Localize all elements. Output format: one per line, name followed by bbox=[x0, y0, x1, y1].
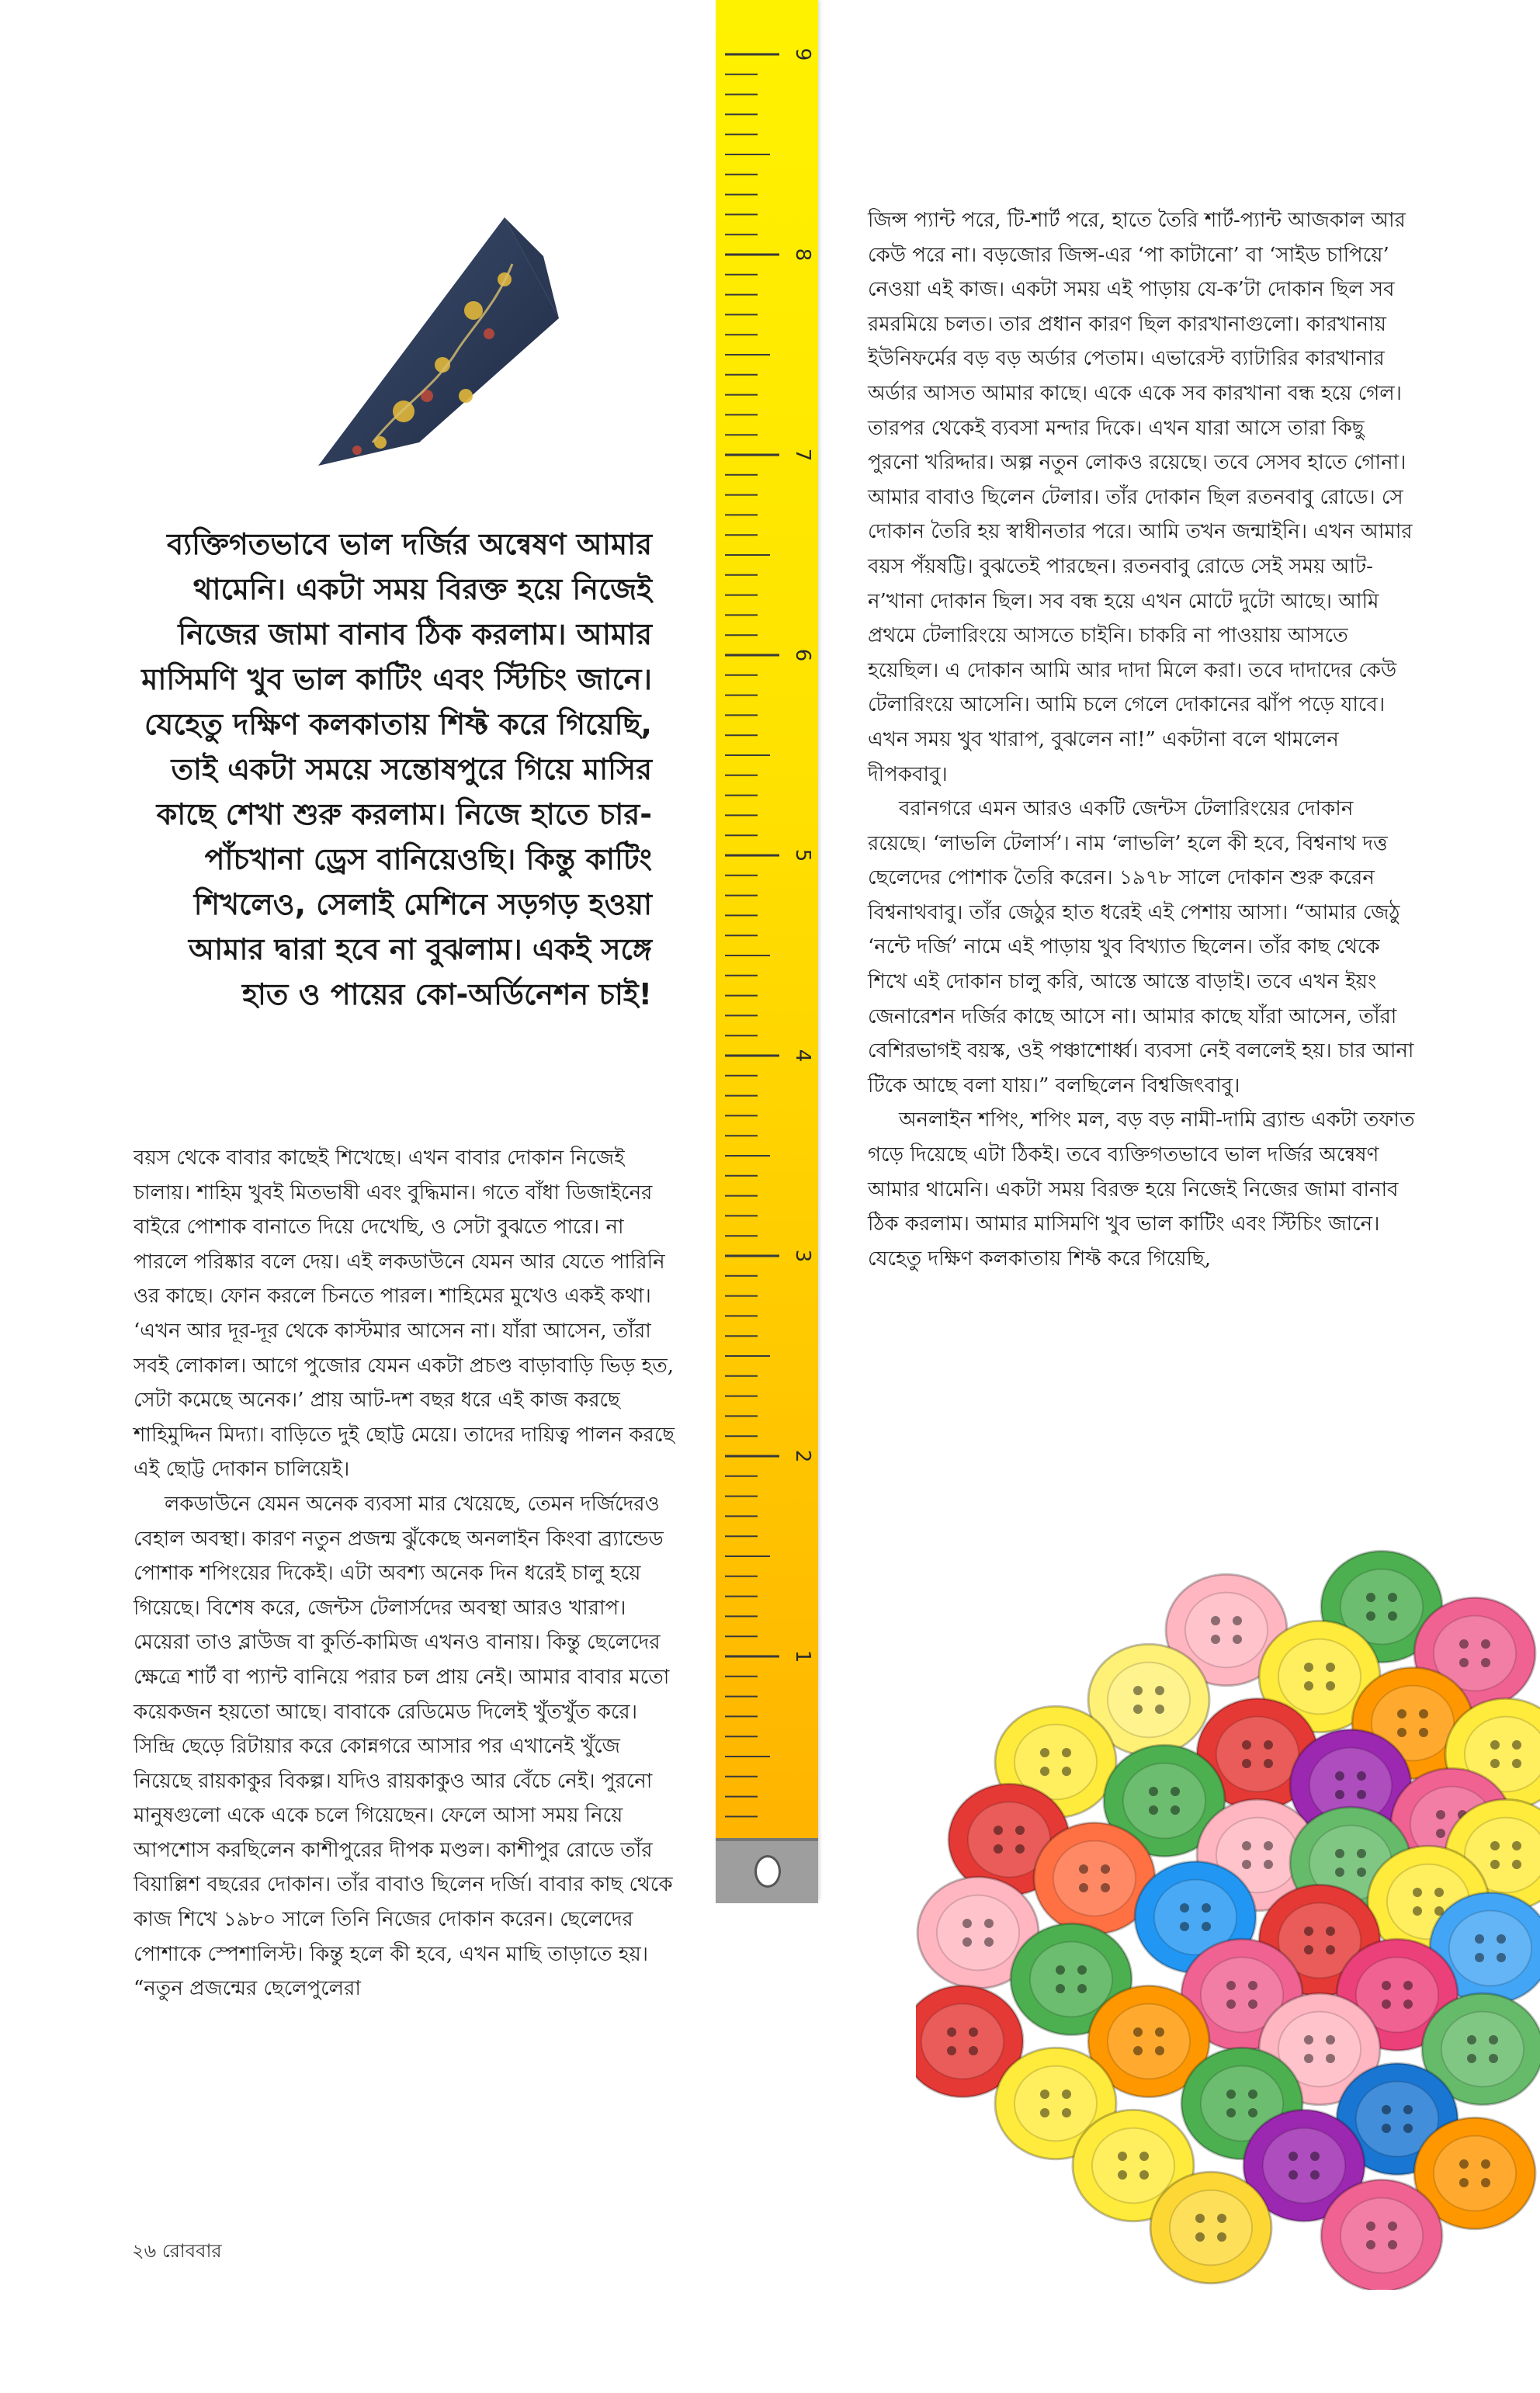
button-disc bbox=[1150, 2172, 1271, 2284]
paragraph: লকডাউনে যেমন অনেক ব্যবসা মার খেয়েছে, তেমন দর্জিদেরও বেহাল অবস্থা। কারণ নতুন প্রজন্ম ঝুঁকেছে অনলাইন কিংবা ব্র্যান্ডেড পোশাক শপিংয়ের দিকেই। এটা অবশ্য অনেক দিন ধরেই চালু হয়ে গিয়েছে। বিশেষ করে, জেন্টস টেলার্সদের অবস্থা আরও খারাপ। মেয়েরা তাও ব্লাউজ বা কুর্তি-কামিজ এখনও বানায়। কিন্তু ছেলেদের ক্ষেত্রে শার্ট বা প্যান্ট বানিয়ে পরার চল প্রায় নেই। আমার বাবার মতো কয়েকজন হয়তো আছে। বাবাকে রেডিমেড দিলেই খুঁতখুঁত করে। সিন্দ্রি ছেড়ে রিটায়ার করে কোন্নগরে আসার পর এখানেই খুঁজে নিয়েছে রায়কাকুর বিকল্প। যদিও রায়কাকুও আর বেঁচে নেই। পুরনো মানুষগুলো একে একে চলে গিয়েছেন। ফেলে আসা সময় নিয়ে আপশোস করছিলেন কাশীপুরের দীপক মণ্ডল। কাশীপুর রোডে তাঁর বিয়াল্লিশ বছরের দোকান। তাঁর বাবাও ছিলেন দর্জি। বাবার কাছ থেকে কাজ শিখে ১৯৮০ সালে তিনি নিজের দোকান করেন। ছেলেদের পোশাকে স্পেশালিস্ট। কিন্তু হলে কী হবে, এখন মাছি তাড়াতে হয়। “নতুন প্রজন্মের ছেলেপুলেরা bbox=[134, 1492, 673, 2001]
tape-hook-hole bbox=[754, 1855, 781, 1888]
tape-number: 3 bbox=[791, 1249, 814, 1263]
button-disc bbox=[1321, 2180, 1442, 2290]
article-column-right bbox=[868, 203, 1416, 1276]
tape-number: 1 bbox=[791, 1649, 814, 1663]
article-column-left bbox=[134, 1141, 677, 2006]
measuring-tape bbox=[716, 0, 818, 1900]
paragraph: অনলাইন শপিং, শপিং মল, বড় বড় নামী-দামি ব্র্যান্ড একটা তফাত গড়ে দিয়েছে এটা ঠিকই। তবে ব্যক্তিগতভাবে ভাল দর্জির অন্বেষণ আমার থামেনি। একটা সময় বিরক্ত হয়ে নিজেই নিজের জামা বানাব ঠিক করলাম। আমার মাসিমণি খুব ভাল কাটিং এবং স্টিচিং জানে। যেহেতু দক্ষিণ কলকাতায় শিফ্ট করে গিয়েছি, bbox=[868, 1108, 1415, 1271]
colorful-buttons-image bbox=[916, 1545, 1540, 2290]
page-footer: ২৬ রোববার bbox=[132, 2240, 222, 2262]
tape-number: 2 bbox=[791, 1449, 814, 1463]
folded-fabric-image bbox=[310, 210, 636, 473]
paragraph: বরানগরে এমন আরও একটি জেন্টস টেলারিংয়ের দোকান রয়েছে। ‘লাভলি টেলার্স’। নাম ‘লাভলি’ হলে কী হবে, বিশ্বনাথ দত্ত ছেলেদের পোশাক তৈরি করেন। ১৯৭৮ সালে দোকান শুরু করেন বিশ্বনাথবাবু। তাঁর জেঠুর হাত ধরেই এই পেশায় আসা। “আমার জেঠু ‘নন্টে দর্জি’ নামে এই পাড়ায় খুব বিখ্যাত ছিলেন। তাঁর কাছ থেকে শিখে এই দোকান চালু করি, আস্তে আস্তে বাড়াই। তবে এখন ইয়ং জেনারেশন দর্জির কাছে আসে না। আমার কাছে যাঁরা আসেন, তাঁরা বেশিরভাগই বয়স্ক, ওই পঞ্চাশোর্ধ্ব। ব্যবসা নেই বললেই হয়। চার আনা টিকে আছে বলা যায়।” বলছিলেন বিশ্বজিৎবাবু। bbox=[868, 797, 1414, 1098]
tape-number: 5 bbox=[791, 848, 814, 862]
tape-number: 8 bbox=[791, 248, 814, 262]
tape-number: 7 bbox=[791, 448, 814, 462]
tape-number: 6 bbox=[791, 648, 814, 662]
paragraph: বয়স থেকে বাবার কাছেই শিখেছে। এখন বাবার দোকান নিজেই চালায়। শাহিম খুবই মিতভাষী এবং বুদ্ধিমান। গতে বাঁধা ডিজাইনের বাইরে পোশাক বানাতে দিয়ে দেখেছি, ও সেটা বুঝতে পারে। না পারলে পরিষ্কার বলে দেয়। এই লকডাউনে যেমন আর যেতে পারিনি ওর কাছে। ফোন করলে চিনতে পারল। শাহিমের মুখেও একই কথা। ‘এখন আর দূর-দূর থেকে কাস্টমার আসেন না। যাঁরা আসেন, তাঁরা সবই লোকাল। আগে পুজোর যেমন একটা প্রচণ্ড বাড়াবাড়ি ভিড় হত, সেটা কমেছে অনেক।’ প্রায় আট-দশ বছর ধরে এই কাজ করছে শাহিমুদ্দিন মিদ্যা। বাড়িতে দুই ছোট্ট মেয়ে। তাদের দায়িত্ব পালন করছে এই ছোট্ট দোকান চালিয়েই। bbox=[134, 1146, 675, 1482]
tape-number: 4 bbox=[791, 1049, 814, 1063]
paragraph: জিন্স প্যান্ট পরে, টি-শার্ট পরে, হাতে তৈরি শার্ট-প্যান্ট আজকাল আর কেউ পরে না। বড়জোর জিন্স-এর ‘পা কাটানো’ বা ‘সাইড চাপিয়ে’ নেওয়া এই কাজ। একটা সময় এই পাড়ায় যে-ক’টা দোকান ছিল সব রমরমিয়ে চলত। তার প্রধান কারণ ছিল কারখানাগুলো। কারখানায় ইউনিফর্মের বড় বড় অর্ডার পেতাম। এভারেস্ট ব্যাটারির কারখানার অর্ডার আসত আমার কাছে। একে একে সব কারখানা বন্ধ হয়ে গেল। তারপর থেকেই ব্যবসা মন্দার দিকে। এখন যারা আসে তারা কিছু পুরনো খরিদ্দার। অল্প নতুন লোকও রয়েছে। তবে সেসব হাতে গোনা। আমার বাবাও ছিলেন টেলার। তাঁর দোকান ছিল রতনবাবু রোডে। সে দোকান তৈরি হয় স্বাধীনতার পরে। আমি তখন জন্মাইনি। এখন আমার বয়স পঁয়ষট্টি। বুঝতেই পারছেন। রতনবাবু রোডে সেই সময় আট-ন’খানা দোকান ছিল। সব বন্ধ হয়ে এখন মোটে দুটো আছে। আমি প্রথমে টেলারিংয়ে আসতে চাইনি। চাকরি না পাওয়ায় আসতে হয়েছিল। এ দোকান আমি আর দাদা মিলে করা। তবে দাদাদের কেউ টেলারিংয়ে আসেনি। আমি চলে গেলে দোকানের ঝাঁপ পড়ে যাবে। এখন সময় খুব খারাপ, বুঝলেন না!” একটানা বলে থামলেন দীপকবাবু। bbox=[868, 209, 1413, 786]
tape-number: 9 bbox=[791, 47, 814, 61]
pull-quote: ব্যক্তিগতভাবে ভাল দর্জির অন্বেষণ আমার থামেনি। একটা সময় বিরক্ত হয়ে নিজেই নিজের জামা বানাব ঠিক করলাম। আমার মাসিমণি খুব ভাল কাটিং এবং স্টিচিং জানে। যেহেতু দক্ষিণ কলকাতায় শিফ্ট করে গিয়েছি, তাই একটা সময়ে সন্তোষপুরে গিয়ে মাসির কাছে শেখা শুরু করলাম। নিজে হাতে চার-পাঁচখানা ড্রেস বানিয়েওছি। কিন্তু কাটিং শিখলেও, সেলাই মেশিনে সড়গড় হওয়া আমার দ্বারা হবে না বুঝলাম। একই সঙ্গে হাত ও পায়ের কো-অর্ডিনেশন চাই! bbox=[141, 527, 652, 1011]
